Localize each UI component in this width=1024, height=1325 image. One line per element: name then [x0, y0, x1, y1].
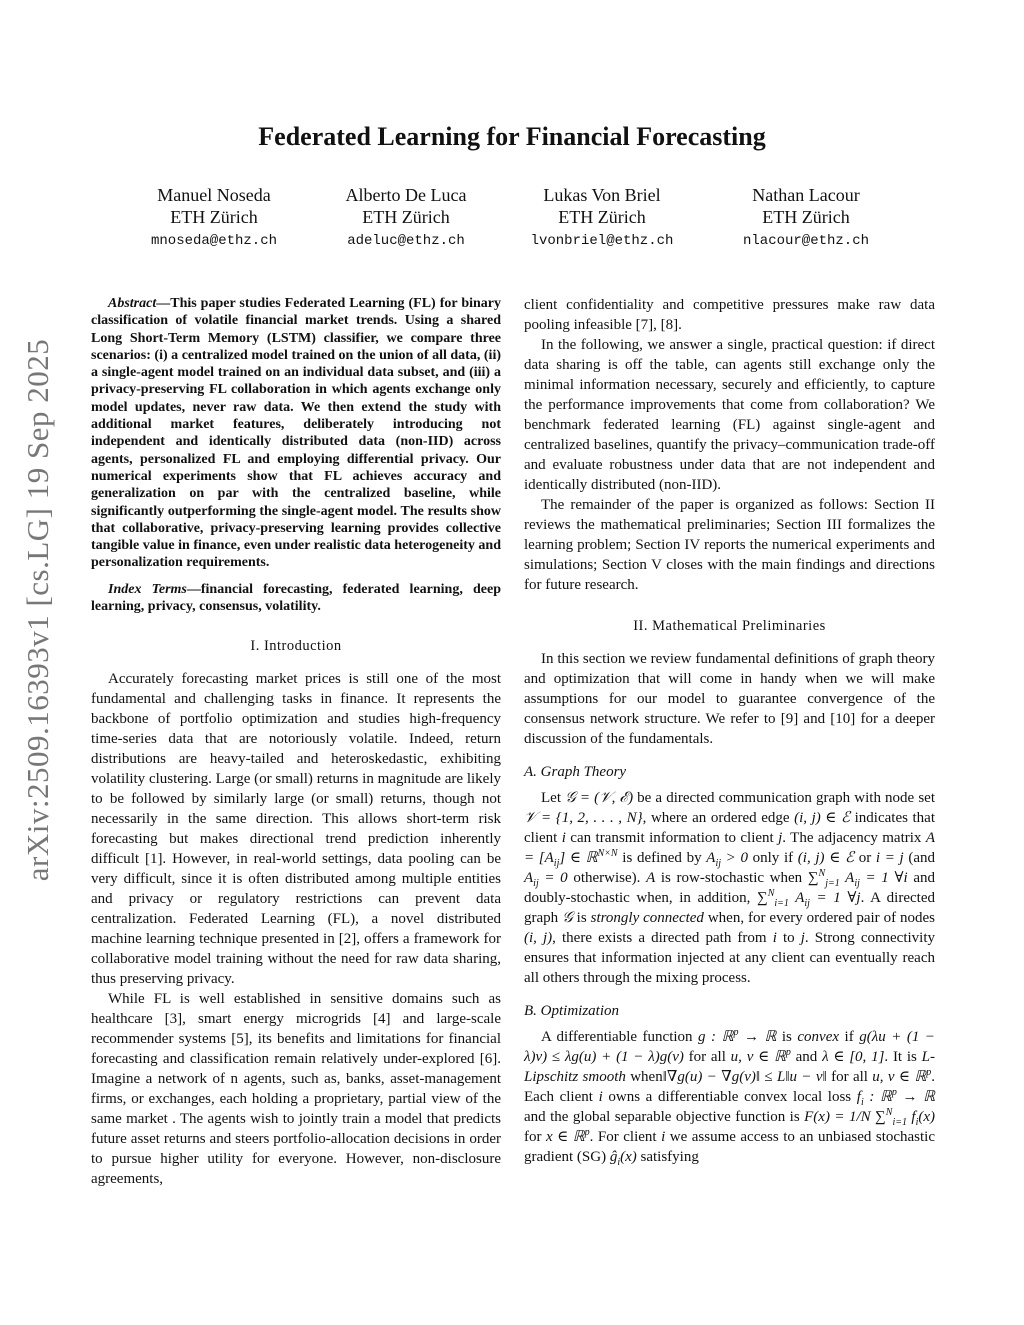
math: F(x) = — [804, 1109, 849, 1125]
paragraph: In the following, we answer a single, practical question: if direct data sharing is off the table, can agents still exchange only the minimal information necessary, securely and efficiently, to capture the performance improvements that come from collaboration? We benchmark federated learning (FL) against single-agent and centralized baselines, quantify the privacy–communication trade-off and evaluate robustness under data that are not independent and identically distributed (non-IID). — [524, 337, 935, 493]
math: i — [661, 1129, 666, 1145]
math-sup: p — [733, 1027, 739, 1038]
math-sup: N — [818, 868, 826, 879]
math: = 0 — [538, 870, 568, 886]
math-sup: p — [926, 1067, 932, 1078]
math: f — [906, 1109, 916, 1125]
math-sub: ij — [854, 878, 860, 889]
math: (i, j) ∈ ℰ — [797, 850, 855, 866]
math: (x) — [918, 1109, 936, 1125]
math-sub: i=1 — [774, 898, 789, 909]
math: i = j — [875, 850, 904, 866]
author-affiliation: ETH Zürich — [170, 207, 258, 227]
math: ] ∈ ℝ — [559, 850, 598, 866]
arxiv-sidebar — [14, 270, 62, 950]
paragraph: While FL is well established in sensitive domains such as healthcare [3], smart energy microgrids [4] and large-scale recommender systems [5], its benefits and limitations for financial forecasting and classification remain relatively under-explored [6]. Imagine a network of n agents, such as, banks, asset-management firms, or exchanges, each holding a proprietary, partial view of the same market . The agents wish to jointly train a model that predicts future asset returns and steers portfolio-allocation decisions in order to pursue higher utility for everyone. However, non-disclosure agreements, — [91, 991, 501, 1188]
math: → ℝ — [738, 1029, 777, 1045]
text-run: is row-stochastic when — [655, 870, 808, 886]
text-run: if — [839, 1029, 860, 1045]
author-email: adeluc@ethz.ch — [347, 233, 465, 249]
math: 1/N ∑ — [848, 1109, 886, 1125]
math: A — [788, 890, 805, 906]
index-terms-label: Index Terms — [108, 581, 187, 597]
math: A — [706, 850, 716, 866]
text-run: be a directed communication graph with node set — [633, 790, 935, 806]
math: g : ℝ — [698, 1029, 734, 1045]
author-name: Nathan Lacour — [752, 185, 860, 205]
math: (i, j) ∈ ℰ — [794, 810, 851, 826]
text-run: for all — [826, 1069, 873, 1085]
text-run: is defined by — [617, 850, 707, 866]
left-column — [91, 295, 501, 1189]
text-run: . Each client — [524, 1069, 935, 1105]
section-heading: II. Mathematical Preliminaries — [633, 618, 826, 634]
math-sub: i=1 — [892, 1117, 907, 1128]
paragraph: client confidentiality and competitive pressures make raw data pooling infeasible [7], [8]. — [524, 297, 935, 333]
author-email: mnoseda@ethz.ch — [150, 233, 278, 249]
math-sub: i — [915, 1117, 919, 1128]
text-run: . The adjacency matrix — [782, 830, 926, 846]
text-run: only if — [747, 850, 798, 866]
text-run: owns a differentiable convex local loss — [602, 1089, 857, 1105]
paper-title: Federated Learning for Financial Forecasting — [258, 122, 766, 151]
text-run: we assume access to an unbiased stochastic gradient (SG) — [524, 1129, 936, 1165]
abstract-label: Abstract — [108, 296, 157, 311]
math: i — [561, 830, 566, 846]
text-run: is — [572, 910, 591, 926]
paragraph: In this section we review fundamental definitions of graph theory and optimization that will come in handy when we will make assumptions for our model to guarantee convergence of the consensus network structure. We refer to [9] and [10] for a deeper discussion of the fundamentals. — [524, 651, 935, 747]
math-sup: N — [885, 1107, 893, 1118]
math: g(λu + (1 − λ)v) ≤ λg(u) + (1 − λ)g(v) — [524, 1029, 935, 1065]
math-sup: p — [584, 1127, 590, 1138]
author-email: nlacour@ethz.ch — [742, 233, 870, 249]
section-heading: I. Introduction — [250, 638, 342, 655]
text-run: can transmit information to client — [565, 830, 779, 846]
paragraph: The remainder of the paper is organized as follows: Section II reviews the mathematical preliminaries; Section III formalizes the learning problem; Section IV reports the numerical experiments and simulations; Section V closes with the main findings and directions for future research. — [524, 497, 935, 593]
math: ∑ — [807, 870, 819, 886]
emphasis: L-Lipschitz smooth — [524, 1049, 935, 1085]
math: = 1 ∀i — [859, 870, 908, 886]
math-sup: N — [767, 888, 775, 899]
math: (i, j) — [524, 930, 553, 946]
author-affiliation: ETH Zürich — [558, 207, 646, 227]
text-run: (and — [903, 850, 936, 866]
math: (x) — [620, 1149, 637, 1165]
math: i — [772, 930, 777, 946]
math-sub: ij — [533, 878, 539, 889]
math: = 1 ∀j — [809, 890, 861, 906]
math: j — [778, 830, 783, 846]
text-run: satisfying — [636, 1149, 699, 1165]
text-run: for — [524, 1129, 546, 1145]
math: A — [839, 870, 855, 886]
text-run: , where an ordered edge — [642, 810, 795, 826]
math-sub: ij — [804, 898, 810, 909]
text-run: and — [790, 1049, 823, 1065]
author-block — [696, 184, 916, 251]
math: 𝒱 = {1, 2, . . . , N} — [524, 810, 643, 826]
math: u, v ∈ ℝ — [730, 1049, 786, 1065]
text-run: . Strong connectivity ensures that information injected at any client can eventually reach all others through the mixing process. — [524, 930, 935, 986]
author-name: Alberto De Luca — [345, 185, 467, 205]
math: : ℝ — [863, 1089, 892, 1105]
math: ∑ — [757, 890, 768, 906]
author-block — [492, 184, 712, 251]
text-run: otherwise). — [567, 870, 647, 886]
abstract — [91, 295, 501, 572]
math: j — [800, 930, 805, 946]
right-column — [524, 295, 935, 1167]
author-name: Manuel Noseda — [157, 185, 271, 205]
math-sup: p — [785, 1047, 791, 1058]
text-run: and doubly-stochastic when, in addition, — [524, 870, 936, 906]
text-run: . A directed graph — [524, 890, 935, 926]
subsection-heading: B. Optimization — [524, 1003, 620, 1019]
text-run: , there exists a directed path from — [552, 930, 773, 946]
emphasis: strongly connected — [590, 910, 704, 926]
author-name: Lukas Von Briel — [543, 185, 661, 205]
author-block — [296, 184, 516, 251]
subsection-heading: A. Graph Theory — [524, 764, 627, 780]
text-run: . It is — [884, 1049, 922, 1065]
math: x ∈ ℝ — [546, 1129, 585, 1145]
index-terms-text: —financial forecasting, federated learning, deep learning, privacy, consensus, volatility. — [91, 581, 501, 615]
author-affiliation: ETH Zürich — [762, 207, 850, 227]
paragraph — [524, 788, 935, 988]
text-run: to — [776, 930, 801, 946]
math: 𝒢 — [562, 910, 573, 926]
math: i — [598, 1089, 603, 1105]
text-run: . For client — [589, 1129, 662, 1145]
math: > 0 — [721, 850, 748, 866]
text-run: A differentiable function — [541, 1029, 699, 1045]
text-run: when, for every ordered pair of nodes — [703, 910, 935, 926]
text-run: when — [625, 1069, 663, 1085]
abstract-text: —This paper studies Federated Learning (FL) for binary classification of volatile financial market trends. Using a shared Long Short-Term Memory (LSTM) classifier, we compare three scenarios: (i) a centralized model trained on the union of all data, (ii) a single-agent model trained on an individual data subset, and (iii) a privacy-preserving FL collaboration in which agents exchange only model updates, never raw data. We then extend the study with additional market features, deliberately introducing not independent and identically distributed data (non-IID) across agents, personalized FL and employing differential privacy. Our numerical experiments show that FL achieves accuracy and generalization on par with the centralized baseline, while significantly outperforming the single-agent model. The results show that collaborative, privacy-preserving learning provides collective tangible value in finance, even under realistic data heterogeneity and personalization requirements. — [91, 296, 501, 571]
paragraph: Accurately forecasting market prices is still one of the most fundamental and challenging tasks in finance. It represents the backbone of portfolio optimization and studies high-frequency time-series data that are notoriously volatile. Indeed, return distributions are heavy-tailed and heteroskedastic, exhibiting volatility clustering. Large (or small) returns in magnitude are likely to be followed by similarly large (or small) returns, though not necessarily in the same direction. This allows short-term risk forecasting but makes directional trend prediction inherently difficult [1]. However, in real-world settings, data pooling can be very difficult, since it is often distributed among multiple entities and privacy or regulatory restrictions can prevent data centralization. Federated Learning (FL), a novel distributed machine learning technique presented in [2], offers a framework for collaborative model training without the need for raw data sharing, thus preserving privacy. — [91, 671, 501, 988]
math: ‖∇g(u) − ∇g(v)‖ ≤ L‖u − v‖ — [662, 1069, 827, 1085]
math: A — [524, 870, 534, 886]
author-block — [104, 184, 324, 251]
math: ĝ — [609, 1149, 618, 1165]
math-sub: i — [617, 1157, 621, 1168]
paragraph — [524, 1027, 935, 1167]
math: A = [A — [524, 830, 935, 866]
author-affiliation: ETH Zürich — [362, 207, 450, 227]
math-sup: N×N — [597, 848, 618, 859]
math: u, v ∈ ℝ — [872, 1069, 927, 1085]
emphasis: convex — [797, 1029, 840, 1045]
author-email: lvonbriel@ethz.ch — [530, 233, 674, 249]
math-sub: ij — [553, 858, 560, 869]
index-terms — [91, 581, 501, 616]
math-sub: i — [860, 1097, 864, 1108]
math: f — [856, 1089, 861, 1105]
text-run: Let — [541, 790, 566, 806]
math: 𝒢 = (𝒱, ℰ) — [565, 790, 634, 806]
math: → ℝ — [896, 1089, 936, 1105]
text-run: for all — [683, 1049, 731, 1065]
math-sub: ij — [715, 858, 721, 869]
text-run: indicates that client — [524, 810, 935, 846]
math: A — [646, 870, 656, 886]
math-sub: j=1 — [825, 878, 840, 889]
math: λ ∈ [0, 1] — [822, 1049, 885, 1065]
math-sup: p — [891, 1087, 897, 1098]
text-run: and the global separable objective function is — [524, 1109, 805, 1125]
text-run: is — [776, 1029, 798, 1045]
text-run: or — [854, 850, 876, 866]
arxiv-id: arXiv:2509.16393v1 [cs.LG] 19 Sep 2025 — [20, 338, 55, 882]
